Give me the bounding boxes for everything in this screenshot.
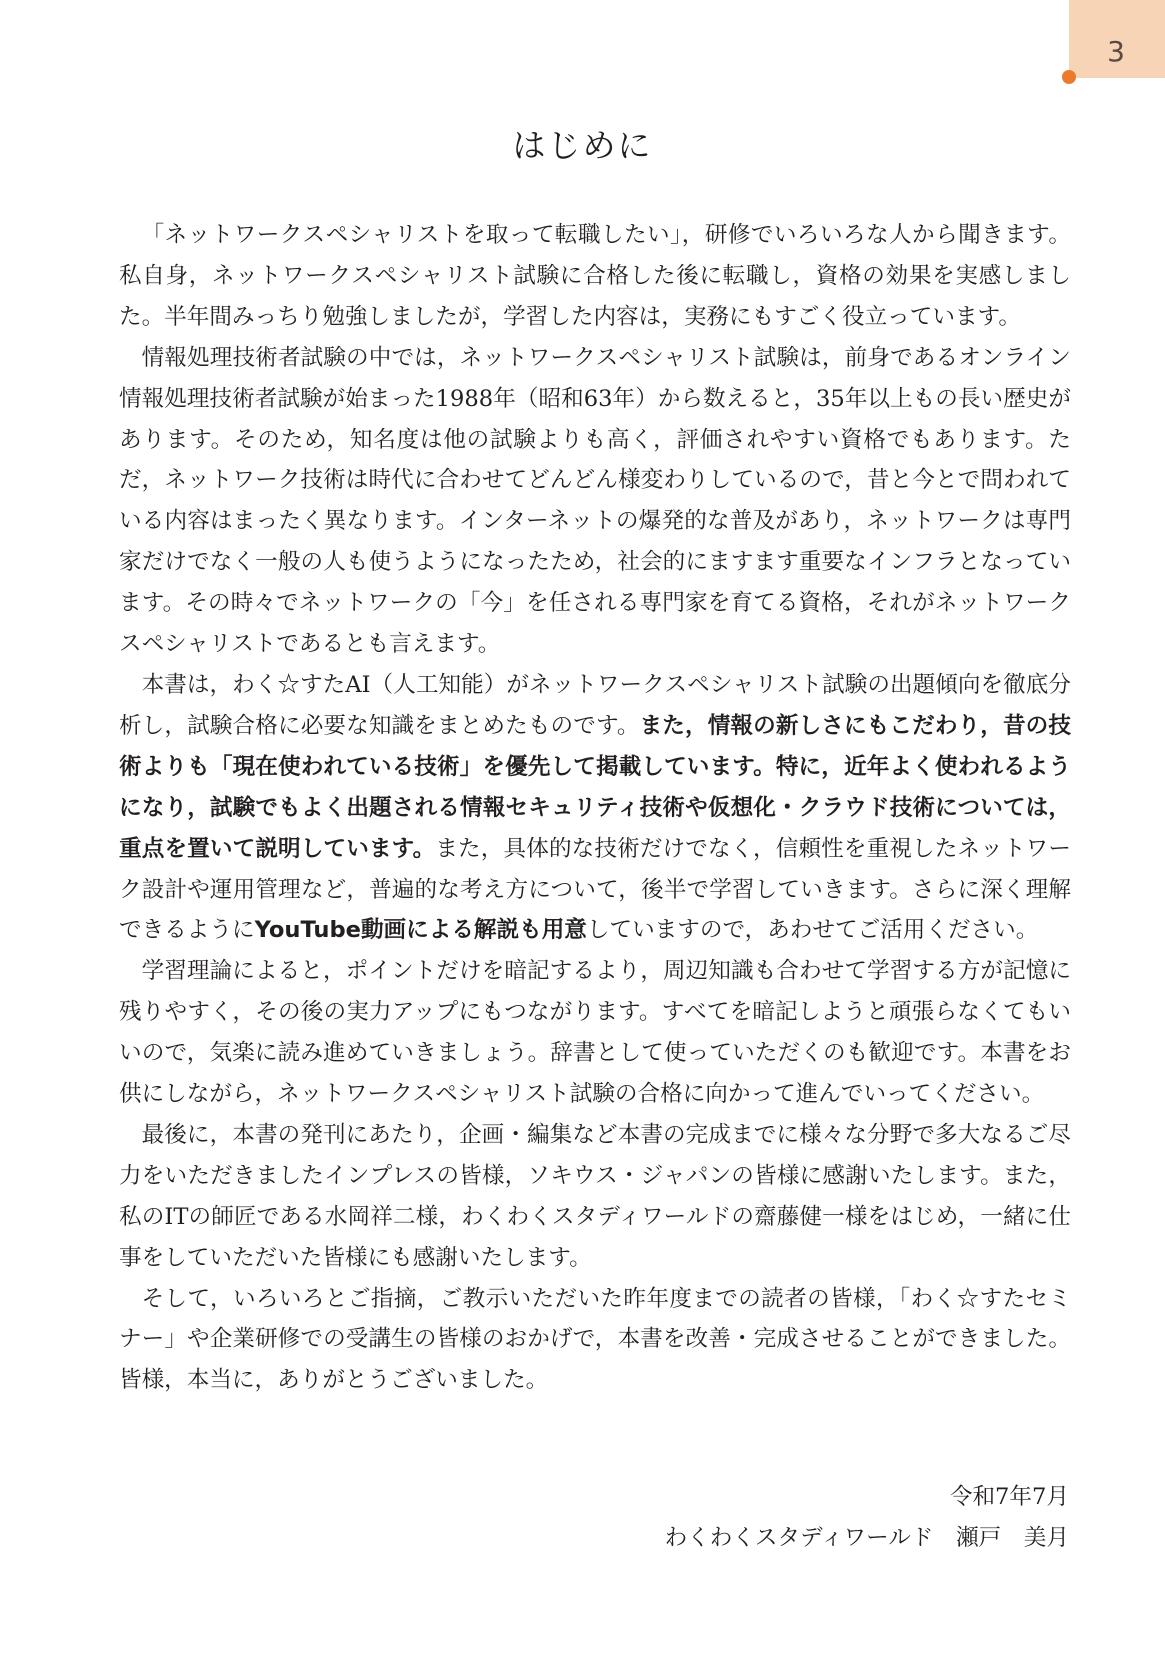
page-title: はじめに — [512, 126, 653, 165]
paragraph-5 — [119, 1115, 1071, 1279]
signature-block — [665, 1477, 1069, 1559]
page-number: 3 — [1107, 35, 1125, 68]
paragraph-6 — [119, 1279, 1071, 1402]
emphasis-text: また，情報の新しさにもこだわり，昔の技術よりも「現在使われている技術」を優先して掲載しています。特に，近年よく使われるようになり，試験でもよく出題される情報セキュリティ技術や仮想化・クラウド技術については，重点を置いて説明しています。 — [119, 712, 1071, 862]
paragraph-text: 「ネットワークスペシャリストを取って転職したい」，研修でいろいろな人から聞きます。私自身，ネットワークスペシャリスト試験に合格した後に転職し，資格の効果を実感しました。半年間みっちり勉強しましたが，学習した内容は，実務にもすごく役立っています。 — [119, 222, 1071, 330]
paragraph-text: 本書は，わく☆すたAI（人工知能）がネットワークスペシャリスト試験の出題傾向を徹底分析し，試験合格に必要な知識をまとめたものです。 — [119, 671, 1071, 739]
paragraph-2 — [119, 338, 1071, 665]
paragraph-text: また，具体的な技術だけでなく，信頼性を重視したネットワーク設計や運用管理など，普遍的な考え方について，後半で学習していきます。さらに深く理解できるように — [119, 835, 1071, 944]
paragraph-1 — [119, 215, 1071, 338]
paragraph-3 — [119, 665, 1071, 951]
paragraph-text: そして，いろいろとご指摘，ご教示いただいた昨年度までの読者の皆様，「わく☆すたセミナー」や企業研修での受講生の皆様のおかげで，本書を改善・完成させることができました。皆様，本当に，ありがとうございました。 — [119, 1285, 1071, 1394]
page-marker-dot — [1062, 70, 1076, 84]
paragraph-text: 学習理論によると，ポイントだけを暗記するより，周辺知識も合わせて学習する方が記憶に残りやすく，その後の実力アップにもつながります。すべてを暗記しようと頑張らなくてもいいので，気楽に読み進めていきましょう。辞書として使っていただくのも歓迎です。本書をお供にしながら，ネットワークスペシャリスト試験の合格に向かって進んでいってください。 — [119, 958, 1071, 1108]
preface-body — [119, 215, 1071, 1401]
signature-author: わくわくスタディワールド 瀬戸 美月 — [664, 1525, 1069, 1551]
paragraph-4 — [119, 951, 1071, 1115]
signature-date: 令和7年7月 — [949, 1484, 1069, 1510]
paragraph-text: 最後に，本書の発刊にあたり，企画・編集など本書の完成までに様々な分野で多大なるご尽力をいただきましたインプレスの皆様，ソキウス・ジャパンの皆様に感謝いたします。また，私のITの師匠である水岡祥二様，わくわくスタディワールドの齋藤健一様をはじめ，一緒に仕事をしていただいた皆様にも感謝いたします。 — [119, 1121, 1071, 1271]
paragraph-text: していますので，あわせてご活用ください。 — [586, 917, 1039, 944]
emphasis-text: YouTube動画による解説も用意 — [254, 917, 587, 944]
paragraph-text: 情報処理技術者試験の中では，ネットワークスペシャリスト試験は，前身であるオンライン情報処理技術者試験が始まった1988年（昭和63年）から数えると，35年以上もの長い歴史があります。そのため，知名度は他の試験よりも高く，評価されやすい資格でもあります。ただ，ネットワーク技術は時代に合わせてどんどん様変わりしているので，昔と今とで問われている内容はまったく異なります。インターネットの爆発的な普及があり，ネットワークは専門家だけでなく一般の人も使うようになったため，社会的にますます重要なインフラとなっています。その時々でネットワークの「今」を任される専門家を育てる資格，それがネットワークスペシャリストであるとも言えます。 — [119, 344, 1071, 658]
